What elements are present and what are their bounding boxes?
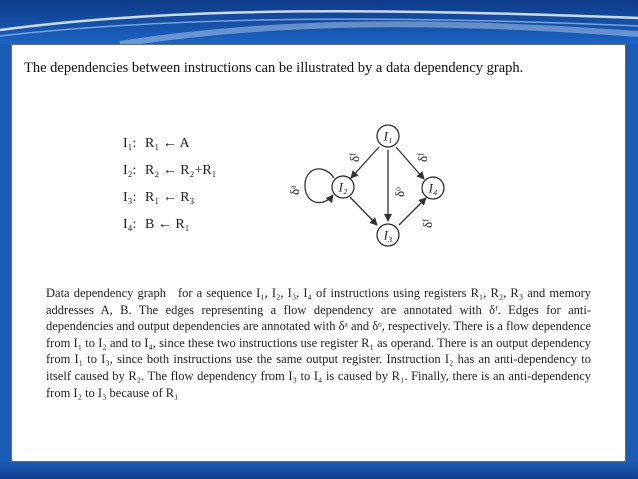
edge-label-output-i1-i3: δᵒ (392, 187, 407, 197)
instruction-statement: R₂ ← R₂+R₁ (145, 163, 217, 178)
edge-label-anti-i2-self: δᵃ (287, 185, 302, 195)
intro-text: The dependencies between instructions can be illustrated by a data dependency graph. (24, 60, 524, 76)
slide-panel (11, 44, 626, 462)
instruction-label: I₁: (123, 136, 137, 151)
footer-band (0, 462, 638, 479)
figure-caption (46, 285, 591, 401)
instruction-label: I₂: (123, 163, 137, 178)
instruction-label: I₃: (123, 190, 137, 205)
edge-flow-i1-i4 (396, 147, 424, 179)
instruction-statement: R₁ ← R₃ (145, 190, 195, 205)
node-label: I₂ (338, 179, 348, 195)
node-label: I₃ (383, 227, 393, 243)
edge-anti-i2-self (305, 169, 334, 203)
node-label: I₄ (428, 180, 438, 196)
edge-anti-i2-i3 (350, 197, 377, 225)
instruction-label: I₄: (123, 217, 137, 232)
instruction-statement: R₁ ← A (145, 136, 190, 151)
edge-label-flow-i1-i4: δᶠ (415, 153, 430, 162)
caption-label: Data dependency graph (46, 286, 166, 300)
caption-text: for a sequence I₁, I₂, I₃, I₄ of instructions using registers R₁, R₂, R₃ and memory addresses A, B. The edges representing a flow dependency are annotated with δᶠ. Edges for anti-dependencies and output dependencies are annotated with δᵃ and δᵒ, respectively. There is a flow dependence from I₁ to I₂ and to I₄, since these two instructions use register R₁ as operand. There is an output dependency from I₁ to I₃, since both instructions use the same output register. Instruction I₂ has an anti-dependency to itself caused by R₂. The flow dependency from I₃ to I₄ is caused by R₁. Finally, there is an anti-dependency from I₂ to I₃ because of R₁ (46, 286, 592, 400)
edge-label-flow-i1-i2: δᶠ (347, 153, 362, 162)
edge-label-flow-i3-i4: δᶠ (420, 219, 435, 228)
instruction-statement: B ← R₁ (145, 217, 190, 232)
node-label: I₁ (383, 128, 393, 144)
title-banner (0, 0, 638, 44)
